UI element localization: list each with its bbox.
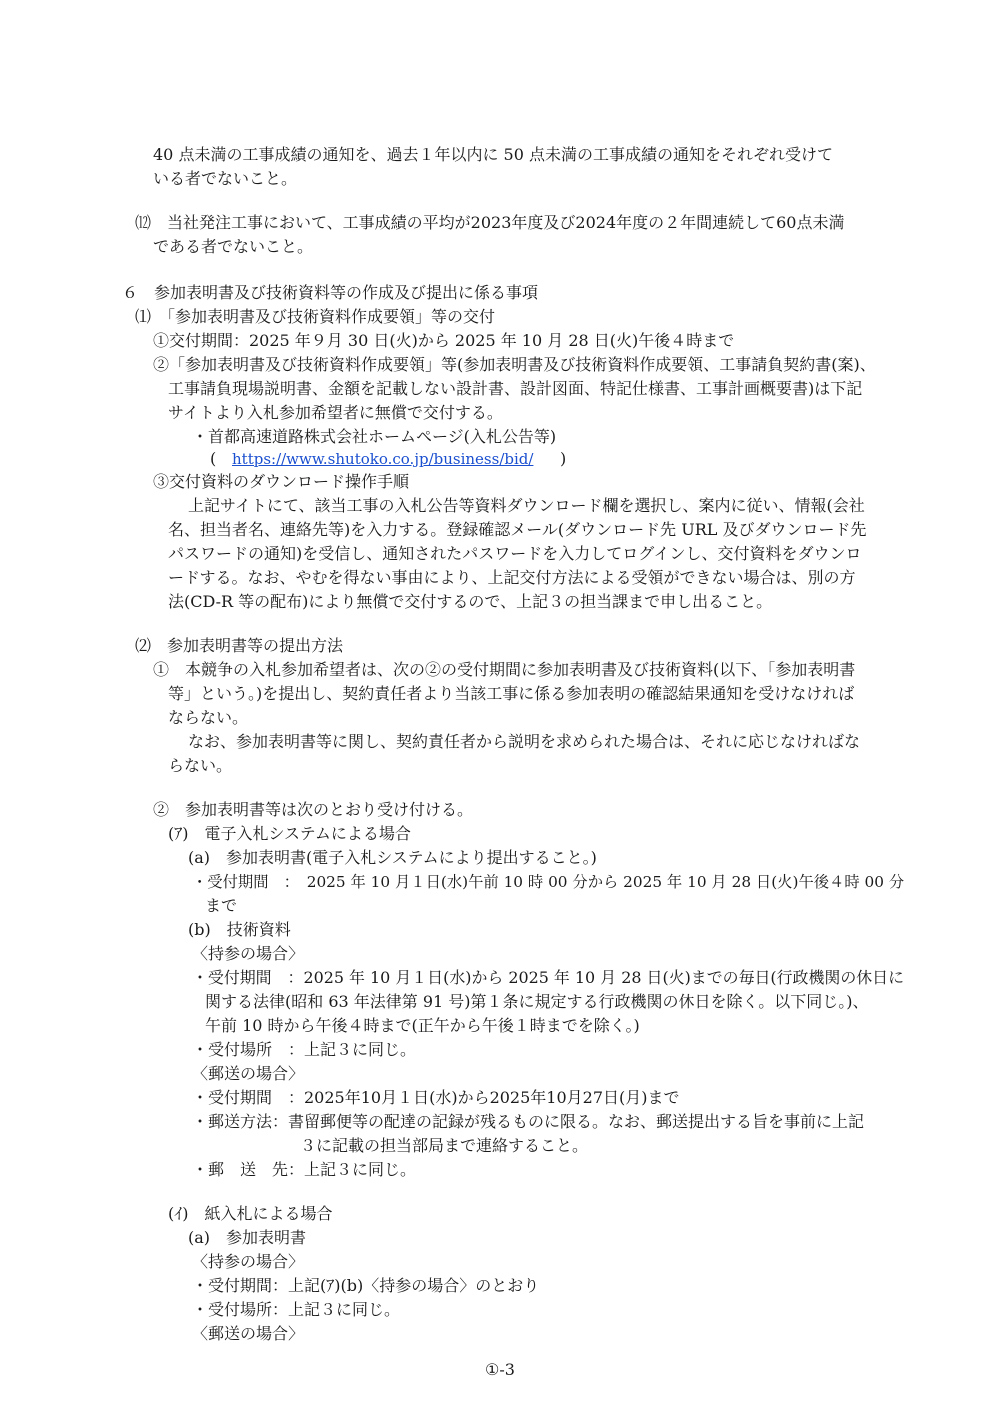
text-line: ② 参加表明書等は次のとおり受け付ける。 (153, 800, 474, 819)
text-line: いる者でないこと。 (153, 169, 298, 188)
page-number: ①-3 (485, 1360, 515, 1379)
text-line: 〈郵送の場合〉 (192, 1324, 305, 1343)
text-line: らない。 (168, 756, 233, 775)
section-6-heading: ６ 参加表明書及び技術資料等の作成及び提出に係る事項 (122, 283, 539, 302)
subsection-2-heading: ⑵ 参加表明書等の提出方法 (135, 636, 344, 655)
text-line: ・郵送方法：書留郵便等の配達の記録が残るものに限る。なお、郵送提出する旨を事前に上記 (192, 1112, 865, 1131)
text-line: ③交付資料のダウンロード操作手順 (153, 472, 410, 491)
text-line: 工事請負現場説明書、金額を記載しない設計書、設計図面、特記仕様書、工事計画概要書)は下記 (168, 379, 863, 398)
text-line: ならない。 (168, 708, 249, 727)
text-line: 〈郵送の場合〉 (192, 1064, 305, 1083)
text-line: ①交付期間：2025 年９月 30 日(火)から 2025 年 10 月 28 日(火)午後４時まで (153, 331, 735, 350)
text-line: 法(CD-R 等の配布)により無償で交付するので、上記３の担当課まで申し出ること。 (168, 592, 773, 611)
text-line: ・首都高速道路株式会社ホームページ(入札公告等) (192, 427, 557, 446)
text-line: ・郵 送 先：上記３に同じ。 (192, 1160, 417, 1179)
text-line: ・受付場所：上記３に同じ。 (192, 1300, 401, 1319)
subsection-1-heading: ⑴ 「参加表明書及び技術資料作成要領」等の交付 (135, 307, 496, 326)
text-line: ・受付期間：上記(ｱ)(b)〈持参の場合〉のとおり (192, 1276, 540, 1295)
text-line: 40 点未満の工事成績の通知を、過去１年以内に 50 点未満の工事成績の通知をそれぞれ受けて (153, 145, 833, 164)
text-line: ３に記載の担当部局まで連絡すること。 (300, 1136, 589, 1155)
text-line: ・受付期間 ： 2025 年 10 月１日(水)午前 10 時 00 分から 2025 年 10 月 28 日(火)午後４時 00 分 (192, 873, 905, 891)
text-line: 〈持参の場合〉 (192, 944, 305, 963)
text-line: ・受付場所 ：上記３に同じ。 (192, 1040, 417, 1059)
text-line: 上記サイトにて、該当工事の入札公告等資料ダウンロード欄を選択し、案内に従い、情報(会社 (188, 496, 865, 515)
text-line: 午前 10 時から午後４時まで(正午から午後１時までを除く。) (205, 1016, 640, 1035)
text-line: まで (205, 896, 238, 915)
text-line: パスワードの通知)を受信し、通知されたパスワードを入力してログインし、交付資料をダウンロ (168, 544, 862, 563)
text-line: (ｲ) 紙入札による場合 (168, 1204, 333, 1223)
text-line: 名、担当者名、連絡先等)を入力する。登録確認メール(ダウンロード先 URL 及びダウンロード先 (168, 520, 867, 539)
text-line: ・受付期間 ：2025年10月１日(水)から2025年10月27日(月)まで (192, 1088, 680, 1107)
item-12-heading: ⑿ 当社発注工事において、工事成績の平均が2023年度及び2024年度の２年間連続して60点未満 (135, 213, 845, 232)
text-line: (b) 技術資料 (188, 920, 291, 939)
paren-close: ) (560, 449, 567, 468)
text-line: サイトより入札参加希望者に無償で交付する。 (168, 403, 503, 422)
text-line: ②「参加表明書及び技術資料作成要領」等(参加表明書及び技術資料作成要領、工事請負契約書(案)、 (153, 355, 876, 374)
text-line: (ｱ) 電子入札システムによる場合 (168, 824, 411, 843)
text-line: ードする。なお、やむを得ない事由により、上記交付方法による受領ができない場合は、別の方 (168, 568, 856, 587)
text-line: (a) 参加表明書(電子入札システムにより提出すること。) (188, 848, 597, 867)
bid-site-link[interactable]: https://www.shutoko.co.jp/business/bid/ (232, 450, 534, 468)
text-line: (a) 参加表明書 (188, 1228, 307, 1247)
text-line: 関する法律(昭和 63 年法律第 91 号)第１条に規定する行政機関の休日を除く。以下同じ。)、 (205, 992, 869, 1011)
text-line: 〈持参の場合〉 (192, 1252, 305, 1271)
text-line: ・受付期間 ：2025 年 10 月１日(水)から 2025 年 10 月 28 日(火)までの毎日(行政機関の休日に (192, 968, 905, 987)
paren-open: ( (210, 449, 217, 468)
text-line: 等」という。)を提出し、契約責任者より当該工事に係る参加表明の確認結果通知を受けなければ (168, 684, 855, 703)
text-line: である者でないこと。 (153, 237, 314, 256)
text-line: ① 本競争の入札参加希望者は、次の②の受付期間に参加表明書及び技術資料(以下、「参加表明書 (153, 660, 856, 679)
text-line: なお、参加表明書等に関し、契約責任者から説明を求められた場合は、それに応じなければな (188, 732, 861, 751)
